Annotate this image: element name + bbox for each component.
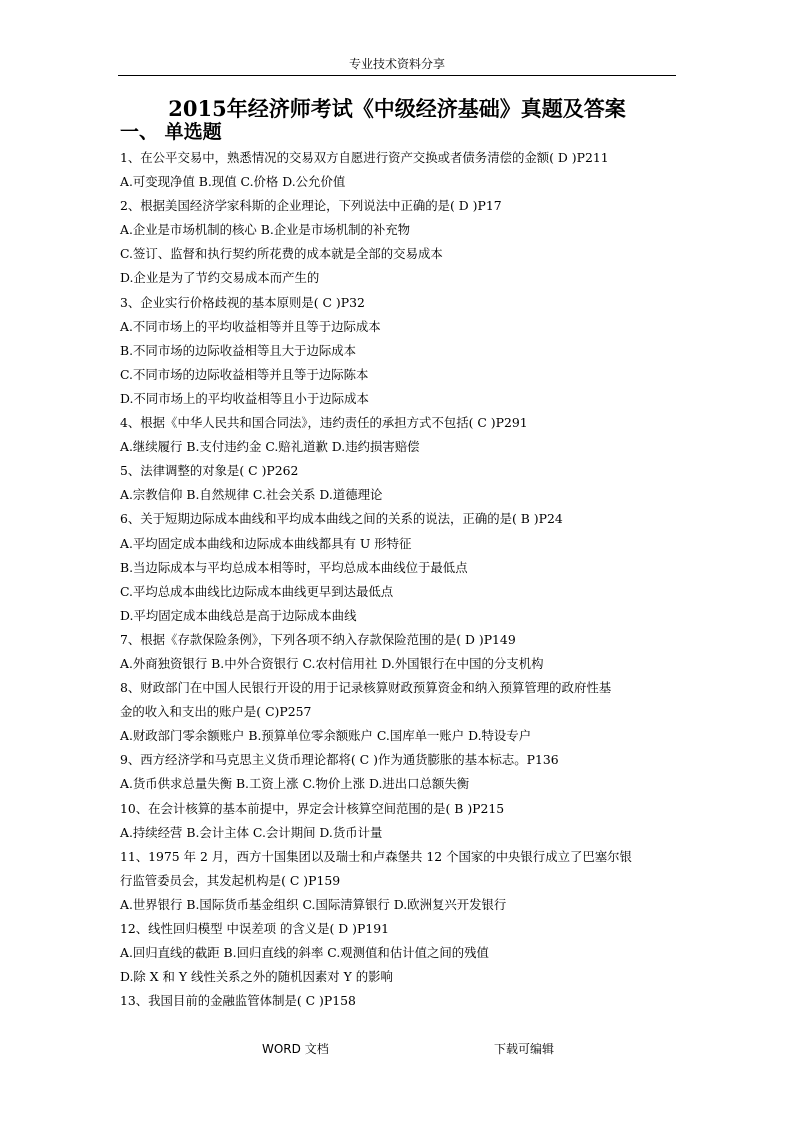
text-line: 12、线性回归模型 中误差项 的含义是( D )P191: [120, 921, 389, 936]
section-heading: 一、 单选题: [120, 121, 222, 143]
document-title: 2015年经济师考试《中级经济基础》真题及答案: [168, 96, 626, 121]
text-line: 1、在公平交易中，熟悉情况的交易双方自愿进行资产交换或者债务清偿的金额( D )P211: [120, 150, 609, 165]
text-line: A.继续履行 B.支付违约金 C.赔礼道歉 D.违约损害赔偿: [120, 439, 420, 455]
text-line: A.不同市场上的平均收益相等并且等于边际成本: [120, 318, 381, 334]
text-line: A.平均固定成本曲线和边际成本曲线都具有 U 形特征: [120, 535, 412, 551]
text-line: D.平均固定成本曲线总是高于边际成本曲线: [120, 607, 357, 623]
footer-left: WORD 文档: [262, 1042, 329, 1056]
page-header: 专业技术资料分享: [348, 57, 445, 71]
text-line: 11、1975 年 2 月，西方十国集团以及瑞士和卢森堡共 12 个国家的中央银行成立了巴塞尔银: [120, 848, 632, 864]
question-list: [120, 146, 680, 1013]
text-line: D.除 X 和 Y 线性关系之外的随机因素对 Y 的影响: [120, 969, 393, 985]
text-line: A.回归直线的截距 B.回归直线的斜率 C.观测值和估计值之间的残值: [120, 945, 489, 961]
text-line: B.不同市场的边际收益相等且大于边际成本: [120, 342, 357, 358]
text-line: C.平均总成本曲线比边际成本曲线更早到达最低点: [120, 583, 394, 599]
text-line: 7、根据《存款保险条例》，下列各项不纳入存款保险范围的是( D )P149: [120, 631, 516, 647]
text-line: 行监管委员会，其发起机构是( C )P159: [120, 872, 341, 888]
text-line: D.不同市场上的平均收益相等且小于边际成本: [120, 390, 369, 406]
text-line: D.企业是为了节约交易成本而产生的: [120, 270, 320, 286]
text-line: B.当边际成本与平均总成本相等时，平均总成本曲线位于最低点: [120, 559, 468, 575]
text-line: C.签订、监督和执行契约所花费的成本就是全部的交易成本: [120, 246, 443, 262]
text-line: C.不同市场的边际收益相等并且等于边际陈本: [120, 366, 369, 382]
text-line: 6、关于短期边际成本曲线和平均成本曲线之间的关系的说法，正确的是( B )P24: [120, 511, 563, 527]
text-line: A.宗教信仰 B.自然规律 C.社会关系 D.道德理论: [120, 487, 383, 503]
text-line: 8、财政部门在中国人民银行开设的用于记录核算财政预算资金和纳入预算管理的政府性基: [120, 680, 612, 696]
text-line: 5、法律调整的对象是( C )P262: [120, 463, 299, 479]
text-line: 13、我国目前的金融监管体制是( C )P158: [120, 993, 356, 1009]
text-line: A.世界银行 B.国际货币基金组织 C.国际清算银行 D.欧洲复兴开发银行: [120, 896, 507, 912]
text-line: 3、企业实行价格歧视的基本原则是( C )P32: [120, 294, 365, 310]
text-line: 2、根据美国经济学家科斯的企业理论，下列说法中正确的是( D )P17: [120, 198, 502, 214]
text-line: A.外商独资银行 B.中外合资银行 C.农村信用社 D.外国银行在中国的分支机构: [120, 655, 544, 671]
text-line: A.可变现净值 B.现值 C.价格 D.公允价值: [120, 174, 346, 190]
footer-right: 下载可编辑: [494, 1042, 555, 1056]
text-line: 金的收入和支出的账户是( C)P257: [120, 704, 312, 720]
text-line: A.持续经营 B.会计主体 C.会计期间 D.货币计量: [120, 824, 383, 840]
text-line: 4、根据《中华人民共和国合同法》，违约责任的承担方式不包括( C )P291: [120, 415, 528, 431]
text-line: A.企业是市场机制的核心 B.企业是市场机制的补充物: [120, 222, 411, 238]
text-line: 9、西方经济学和马克思主义货币理论都将( C )作为通货膨胀的基本标志。P136: [120, 752, 559, 768]
header-rule: [118, 75, 676, 76]
text-line: A.货币供求总量失衡 B.工资上涨 C.物价上涨 D.进出口总额失衡: [120, 776, 470, 792]
text-line: A.财政部门零余额账户 B.预算单位零余额账户 C.国库单一账户 D.特设专户: [120, 728, 532, 744]
text-line: 10、在会计核算的基本前提中，界定会计核算空间范围的是( B )P215: [120, 800, 505, 816]
